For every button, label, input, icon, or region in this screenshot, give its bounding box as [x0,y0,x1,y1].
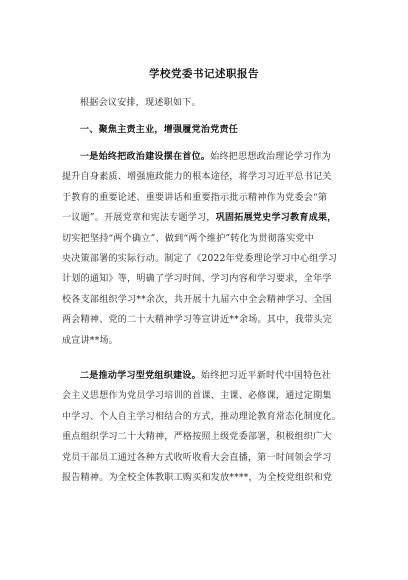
paragraph-line: 校各支部组织学习**余次，共开展十九届六中全会精神学习、全国 [62,294,333,305]
paragraph-line: 党员干部员工通过各种方式收听收看大会直播，第一时间领会学习 [62,452,332,463]
paragraph-line [62,147,348,167]
paragraph-line: 会主义思想作为党员学习培训的首课、主课、必修课，通过定期集 [62,391,332,402]
paragraph-lead: 一是始终把政治建设摆在首位。 [80,152,211,162]
paragraph-line: 中学习、个人自主学习相结合的方式，推动理论教育常态化制度化。 [62,411,342,422]
paragraph-line: 两会精神、党的二十大精神学习等宣讲近**余场。其中，我带头完 [62,315,333,326]
paragraph-line: 央决策部署的实际行动。制定了《2022年党委理论学习中心组学习 [62,253,338,264]
section-heading-1 [62,120,348,140]
intro-paragraph [62,93,348,113]
paragraph-line: 成宣讲**场。 [62,335,119,346]
section-heading-text: 一、聚焦主责主业，增强履党治党责任 [80,125,239,135]
paragraph-line-text: 一议题”。开展党章和宪法专题学习， [62,213,216,224]
paragraph-line: 报告精神。为全校全体教职工购买和发放****，为全校党组织和党 [62,472,333,483]
intro-text: 根据会议安排，现述职如下。 [80,98,201,108]
paragraph-line [62,366,348,386]
paragraph-line: 于教育的重要论述、重要讲话和重要指示批示精神作为党委会“第 [62,192,328,203]
paragraph-line [62,488,348,508]
document-title: 学校党委书记述职报告 [149,68,259,80]
paragraph-line-rest: 始终把思想政治理论学习作为 [210,152,332,162]
paragraph-2 [62,366,348,509]
paragraph-line-rest: 始终把习近平新时代中国特色社 [200,371,332,381]
paragraph-bold-phrase: 巩固拓展党史学习教育成果， [215,213,337,224]
paragraph-line: 提升自身素质、增强施政能力的根本途径，将学习习近平总书记关 [62,172,332,183]
paragraph-line: 计划的通知》等，明确了学习时间、学习内容和学习要求，全年学 [62,274,332,285]
paragraph-line: 重点组织学习二十大精神，严格按照上级党委部署，积极组织广大 [62,432,332,443]
paragraph-lead: 二是推动学习型党组织建设。 [80,371,201,381]
paragraph-1 [62,147,348,351]
paragraph-line: 切实把坚持“两个确立”、做到“两个维护”转化为贯彻落实党中 [62,233,315,244]
paragraph-line [62,208,348,228]
